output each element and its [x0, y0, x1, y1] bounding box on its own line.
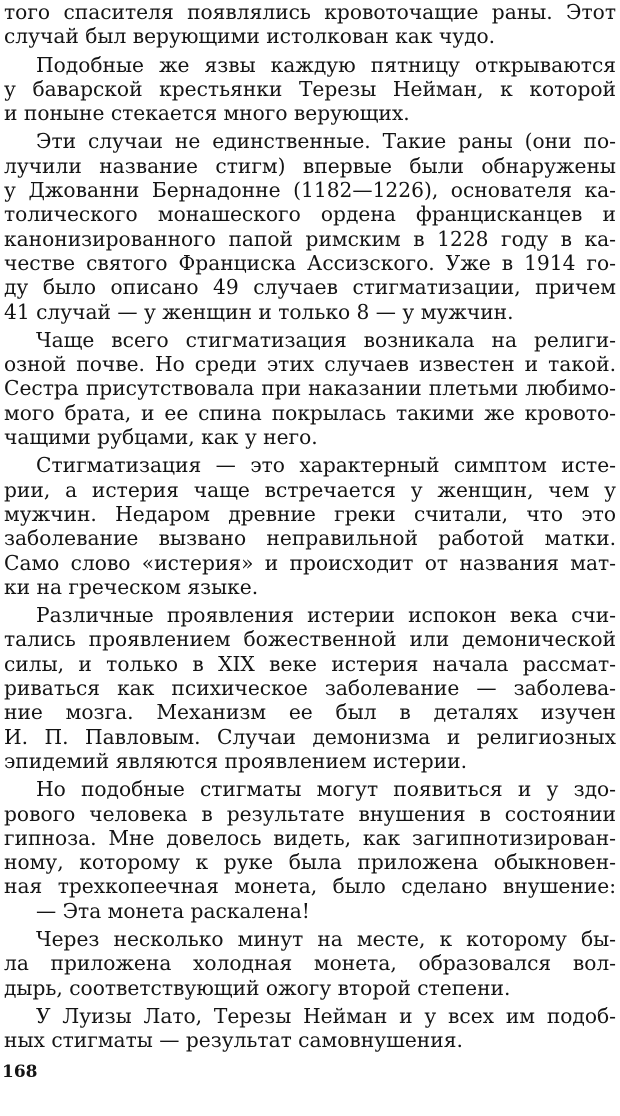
text-line: случай был верующими истолкован как чудо.	[4, 24, 496, 49]
text-line: И. П. Павловым. Случаи демонизма и религиозных	[4, 724, 616, 749]
text-line: ки на греческом языке.	[4, 574, 259, 599]
text-line: силы, и только в XIX веке истерия начала рассмат-	[4, 651, 616, 676]
text-line: Сестра присутствовала при наказании плетьми любимо-	[4, 376, 616, 401]
text-line: ду было описано 49 случаев стигматизации, причем	[4, 275, 616, 300]
text-line: эпидемий являются проявлением истерии.	[4, 748, 467, 773]
text-line: канонизированного папой римским в 1228 году в ка-	[4, 226, 616, 251]
text-line: ла приложена холодная монета, образовался вол-	[4, 951, 616, 976]
text-line: Подобные же язвы каждую пятницу открываются	[36, 52, 616, 77]
paragraph-7	[4, 777, 616, 898]
text-line: 41 случай — у женщин и только 8 — у мужчин.	[4, 299, 514, 324]
text-line: ному, которому к руке была приложена обыкновен-	[4, 850, 616, 875]
text-line: ние мозга. Механизм ее был в деталях изучен	[4, 700, 616, 725]
text-line: того спасителя появлялись кровоточащие раны. Этот	[4, 0, 616, 24]
paragraph-4	[4, 328, 616, 449]
text-line: у Джованни Бернадонне (1182—1226), основателя ка-	[4, 178, 616, 203]
text-line: у баварской крестьянки Терезы Нейман, к которой	[4, 76, 616, 101]
paragraph-8-dialogue	[4, 899, 616, 923]
text-line: толического монашеского ордена францисканцев и	[4, 202, 616, 227]
text-line: чащими рубцами, как у него.	[4, 425, 318, 450]
text-line: дырь, соответствующий ожогу второй степени.	[4, 975, 511, 1000]
page-number: 168	[2, 1062, 38, 1082]
text-line: Само слово «истерия» и происходит от названия мат-	[4, 550, 616, 575]
text-line: риваться как психическое заболевание — заболева-	[4, 676, 616, 701]
paragraph-2	[4, 53, 616, 126]
dialogue-line: — Эта монета раскалена!	[36, 898, 310, 923]
text-line: У Луизы Лато, Терезы Нейман и у всех им подоб-	[36, 1003, 616, 1028]
text-line: Различные проявления истерии испокон века счи-	[36, 603, 616, 628]
text-line: мужчин. Недаром древние греки считали, что это	[4, 501, 616, 526]
book-page	[4, 0, 616, 1116]
text-line: Стигматизация — это характерный симптом исте-	[36, 453, 616, 478]
paragraph-5	[4, 453, 616, 599]
text-line: Через несколько минут на месте, к которому бы-	[36, 926, 616, 951]
text-line: ная трехкопеечная монета, было сделано внушение:	[4, 874, 616, 899]
text-line: заболевание вызвано неправильной работой матки.	[4, 526, 616, 551]
paragraph-3	[4, 129, 616, 323]
text-line: озной почве. Но среди этих случаев известен и такой.	[4, 352, 616, 377]
text-line: Эти случаи не единственные. Такие раны (они по-	[36, 129, 616, 154]
text-line: Но подобные стигматы могут появиться и у здо-	[36, 777, 616, 802]
paragraph-6	[4, 603, 616, 773]
text-line: Чаще всего стигматизация возникала на религи-	[36, 327, 616, 352]
text-line: рового человека в результате внушения в состоянии	[4, 801, 616, 826]
text-line: тались проявлением божественной или демонической	[4, 627, 616, 652]
text-line: рии, а истерия чаще встречается у женщин, чем у	[4, 477, 616, 502]
text-line: и поныне стекается много верующих.	[4, 101, 410, 126]
text-line: лучили название стигм) впервые были обнаружены	[4, 153, 616, 178]
text-line: гипноза. Мне довелось видеть, как загипнотизирован-	[4, 825, 616, 850]
paragraph-9	[4, 927, 616, 1000]
text-line: мого брата, и ее спина покрылась такими же кровото-	[4, 400, 616, 425]
paragraph-10	[4, 1004, 616, 1053]
text-line: честве святого Франциска Ассизского. Уже в 1914 го-	[4, 250, 616, 275]
text-line: ных стигматы — результат самовнушения.	[4, 1028, 463, 1053]
paragraph-1	[4, 0, 616, 49]
